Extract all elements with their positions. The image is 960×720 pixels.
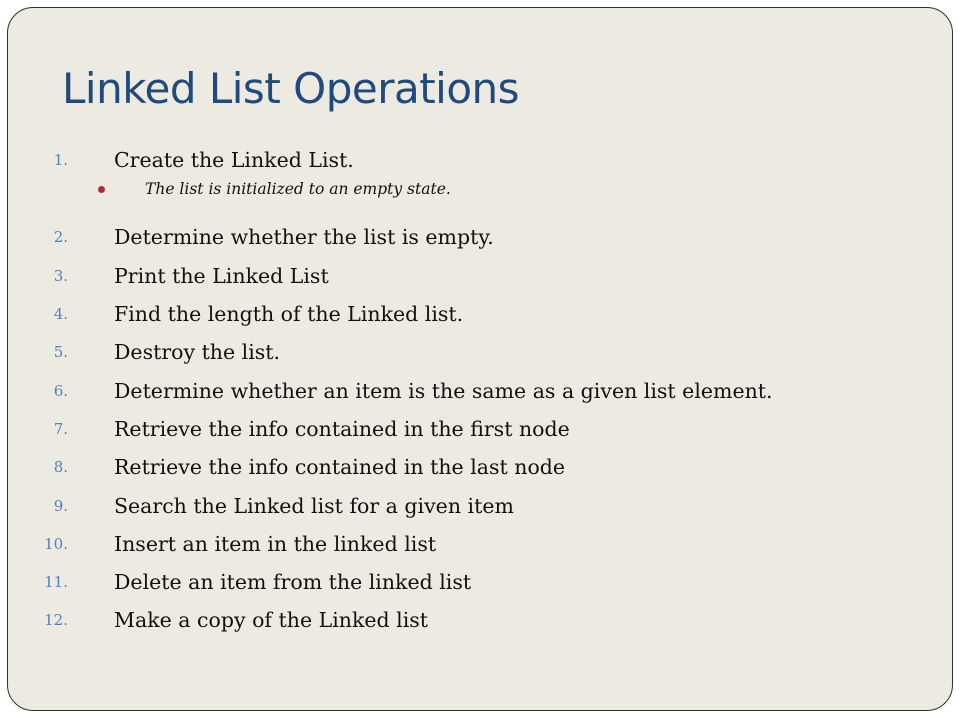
slide-title: Linked List Operations — [62, 64, 520, 113]
list-item — [8, 299, 908, 329]
item-text: Insert an item in the linked list — [114, 532, 437, 556]
item-text: Create the Linked List. — [114, 148, 354, 172]
item-text: Delete an item from the linked list — [114, 570, 472, 594]
item-text: Make a copy of the Linked list — [114, 608, 429, 632]
item-number: 8. — [53, 458, 68, 476]
item-text: Retrieve the info contained in the first node — [114, 417, 570, 441]
list-item — [8, 376, 908, 406]
item-number: 1. — [53, 151, 68, 169]
slide — [7, 7, 953, 711]
list-item — [8, 337, 908, 367]
list-item — [8, 491, 908, 521]
item-number: 12. — [44, 611, 68, 629]
item-number: 7. — [53, 420, 68, 438]
item-number: 11. — [44, 573, 68, 591]
item-text: Search the Linked list for a given item — [114, 494, 514, 518]
item-number: 4. — [53, 305, 68, 323]
item-text: Find the length of the Linked list. — [114, 302, 464, 326]
list-item — [8, 605, 908, 635]
item-text: Retrieve the info contained in the last node — [114, 455, 566, 479]
item-number: 9. — [53, 497, 68, 515]
item-number: 5. — [53, 343, 68, 361]
item-text: Determine whether the list is empty. — [114, 225, 494, 249]
item-text: Destroy the list. — [114, 340, 281, 364]
list-item — [8, 414, 908, 444]
list-item — [8, 222, 908, 252]
sub-point-text: The list is initialized to an empty state. — [145, 180, 451, 198]
list-item — [8, 261, 908, 291]
item-text: Print the Linked List — [114, 264, 329, 288]
list-item — [8, 452, 908, 482]
item-number: 10. — [44, 535, 68, 553]
list-item — [8, 145, 908, 175]
item-number: 3. — [53, 267, 68, 285]
item-text: Determine whether an item is the same as a given list element. — [114, 379, 773, 403]
list-item — [8, 529, 908, 559]
item-number: 2. — [53, 228, 68, 246]
item-number: 6. — [53, 382, 68, 400]
operations-list — [8, 8, 952, 710]
list-item — [8, 567, 908, 597]
bullet-dot-icon — [98, 186, 105, 193]
